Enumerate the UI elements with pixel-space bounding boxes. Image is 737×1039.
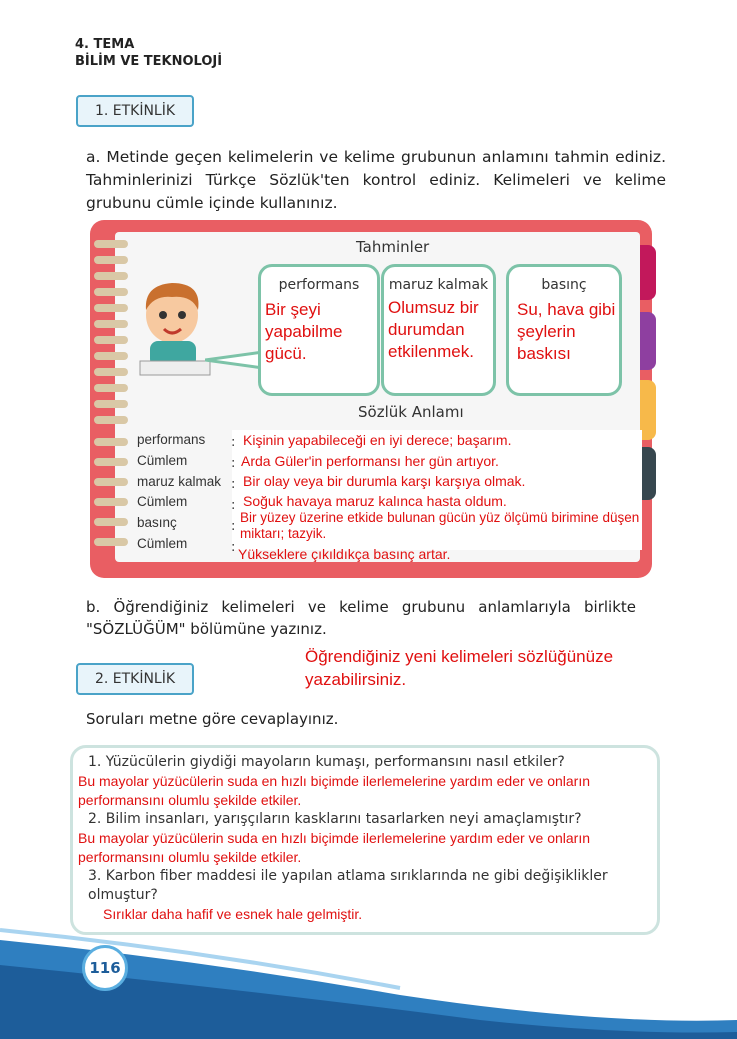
instruction-b: b. Öğrendiğiniz kelimeleri ve kelime grubunu anlamlarıyla birlikte "SÖZLÜĞÜM" bölümüne yazınız.: [86, 598, 636, 638]
page-number: 116: [82, 945, 128, 991]
question-2: 2. Bilim insanları, yarışçıların kasklarını tasarlarken neyi amaçlamıştır?: [88, 811, 582, 827]
tab-orange: [640, 380, 656, 440]
row-value: Yükseklere çıkıldıkça basınç artar.: [238, 546, 451, 562]
question-3: 3. Karbon fiber maddesi ile yapılan atlama sırıklarında ne gibi değişiklikler olmuştur?: [88, 868, 608, 903]
answer-b: Öğrendiğiniz yeni kelimeleri sözlüğünüze yazabilirsiniz.: [305, 647, 614, 689]
colons: : : : : : :: [231, 435, 236, 555]
row-label: performans: [137, 432, 206, 447]
dictionary-title: Sözlük Anlamı: [358, 403, 464, 421]
row-value: Soğuk havaya maruz kalınca hasta oldum.: [243, 493, 507, 509]
instruction-a: a. Metinde geçen kelimelerin ve kelime grubunun anlamını tahmin ediniz. Tahminlerinizi Türkçe Sözlük'ten kontrol ediniz. Kelimeleri ve kelime grubunu cümle içinde kullanınız.: [86, 148, 666, 212]
row-value: Bir yüzey üzerine etkide bulunan gücün yüz ölçümü birimine düşen miktarı; tazyik.: [240, 510, 640, 541]
row-label: Cümlem: [137, 453, 188, 468]
row-value: Kişinin yapabileceği en iyi derece; başarım.: [243, 432, 512, 448]
theme-number: 4. TEMA: [75, 37, 135, 52]
answer-2: Bu mayolar yüzücülerin suda en hızlı biçimde ilerlemelerine yardım eder ve onların performansını olumlu şekilde etkiler.: [78, 830, 591, 865]
questions-box: [70, 745, 660, 935]
activity2-badge: 2. ETKİNLİK: [76, 663, 194, 695]
row-value: Arda Güler'in performansı her gün artıyor.: [241, 453, 499, 469]
answer-1: Bu mayolar yüzücülerin suda en hızlı biçimde ilerlemelerine yardım eder ve onların performansını olumlu şekilde etkiler.: [78, 773, 591, 808]
answer-3: Sırıklar daha hafif ve esnek hale gelmiştir.: [103, 906, 363, 922]
speech-pointer: [205, 350, 265, 370]
guesses-title: Tahminler: [356, 238, 430, 256]
tab-purple: [640, 312, 656, 370]
tab-dark: [640, 447, 656, 500]
theme-title: BİLİM VE TEKNOLOJİ: [75, 54, 223, 69]
activity1-badge: 1. ETKİNLİK: [76, 95, 194, 127]
row-label: basınç: [137, 515, 177, 530]
row-label: Cümlem: [137, 494, 188, 509]
guess-box-maruz-kalmak: maruz kalmak Olumsuz bir durumdan etkilenmek.: [381, 264, 496, 396]
instruction-2: Soruları metne göre cevaplayınız.: [86, 710, 339, 728]
row-label: Cümlem: [137, 536, 188, 551]
tab-red: [640, 245, 656, 300]
question-1: 1. Yüzücülerin giydiği mayoların kumaşı, performansını nasıl etkiler?: [88, 754, 565, 770]
guess-box-basinc: basınç Su, hava gibi şeylerin baskısı: [506, 264, 622, 396]
row-label: maruz kalmak: [137, 474, 222, 489]
guess-box-performans: performans Bir şeyi yapabilme gücü.: [258, 264, 380, 396]
row-value: Bir olay veya bir durumla karşı karşıya olmak.: [243, 473, 526, 489]
